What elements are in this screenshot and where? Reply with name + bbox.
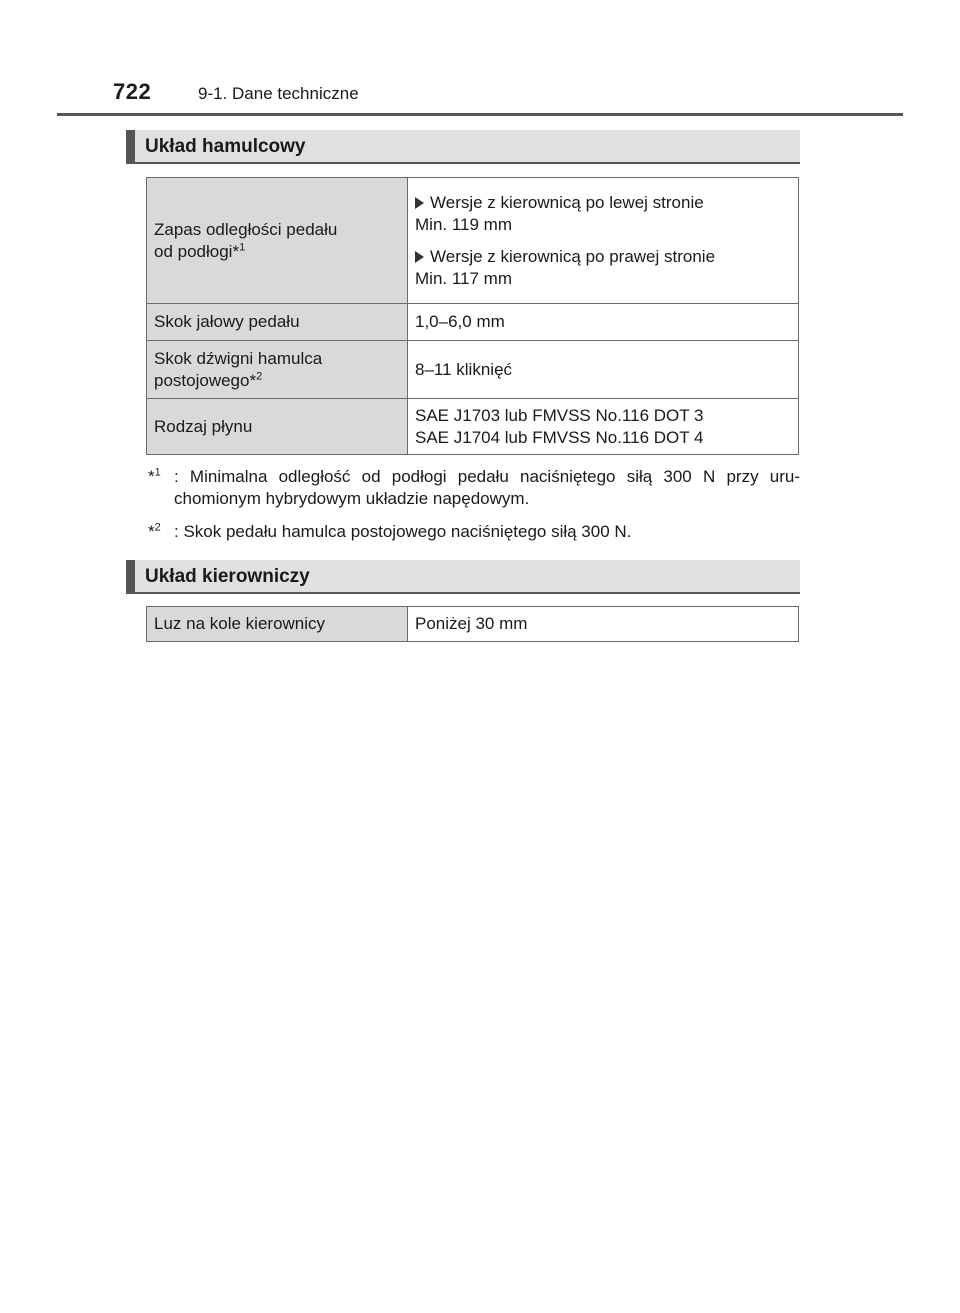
section-brakes-title: Układ hamulcowy bbox=[145, 136, 306, 157]
page-header bbox=[0, 0, 960, 120]
table-row bbox=[147, 178, 799, 304]
table-row bbox=[147, 607, 799, 642]
fluid-type-value: SAE J1703 lub FMVSS No.116 DOT 3 SAE J1704 lub FMVSS No.116 DOT 4 bbox=[408, 399, 799, 455]
parking-brake-travel-value: 8–11 kliknięć bbox=[408, 341, 799, 399]
section-steering-header bbox=[126, 560, 800, 594]
arrow-right-icon bbox=[415, 251, 424, 263]
table-row bbox=[147, 341, 799, 399]
pedal-free-play-label: Skok jałowy pedału bbox=[147, 304, 408, 341]
brake-pedal-clearance-label: Zapas odległości pedału od podłogi*$^1$ bbox=[147, 178, 408, 304]
steering-table bbox=[146, 606, 799, 642]
table-row bbox=[147, 399, 799, 455]
section-accent bbox=[126, 130, 135, 162]
footnote-2: *$^2$ : Skok pedału hamulca postojowego naciśniętego siłą 300 N. bbox=[148, 521, 632, 541]
brakes-table bbox=[146, 177, 799, 455]
section-steering-title: Układ kierowniczy bbox=[145, 566, 310, 587]
chapter-title: 9-1. Dane techniczne bbox=[198, 84, 359, 103]
parking-brake-travel-label: Skok dźwigni hamulca postojowego*$^2$ bbox=[147, 341, 408, 399]
list-item: Wersje z kierownicą po prawej stronie Min. 117 mm bbox=[415, 246, 716, 288]
section-brakes-header bbox=[126, 130, 800, 164]
page-number: 722 bbox=[113, 79, 152, 104]
steering-free-play-label: Luz na kole kierownicy bbox=[147, 607, 408, 642]
steering-free-play-value: Poniżej 30 mm bbox=[408, 607, 799, 642]
brake-pedal-clearance-value bbox=[408, 178, 799, 304]
list-item: Wersje z kierownicą po lewej stronie Min. 119 mm bbox=[415, 192, 704, 234]
arrow-right-icon bbox=[415, 197, 424, 209]
pedal-free-play-value: 1,0–6,0 mm bbox=[408, 304, 799, 341]
table-row bbox=[147, 304, 799, 341]
section-accent bbox=[126, 560, 135, 592]
header-divider bbox=[57, 113, 903, 116]
footnote-1: *$^1$ : Minimalna odległość od podłogi pedału naciśniętego siłą 300 N przy uru-chomionym hybrydowym układzie napędowym. bbox=[148, 466, 800, 508]
fluid-type-label: Rodzaj płynu bbox=[147, 399, 408, 455]
